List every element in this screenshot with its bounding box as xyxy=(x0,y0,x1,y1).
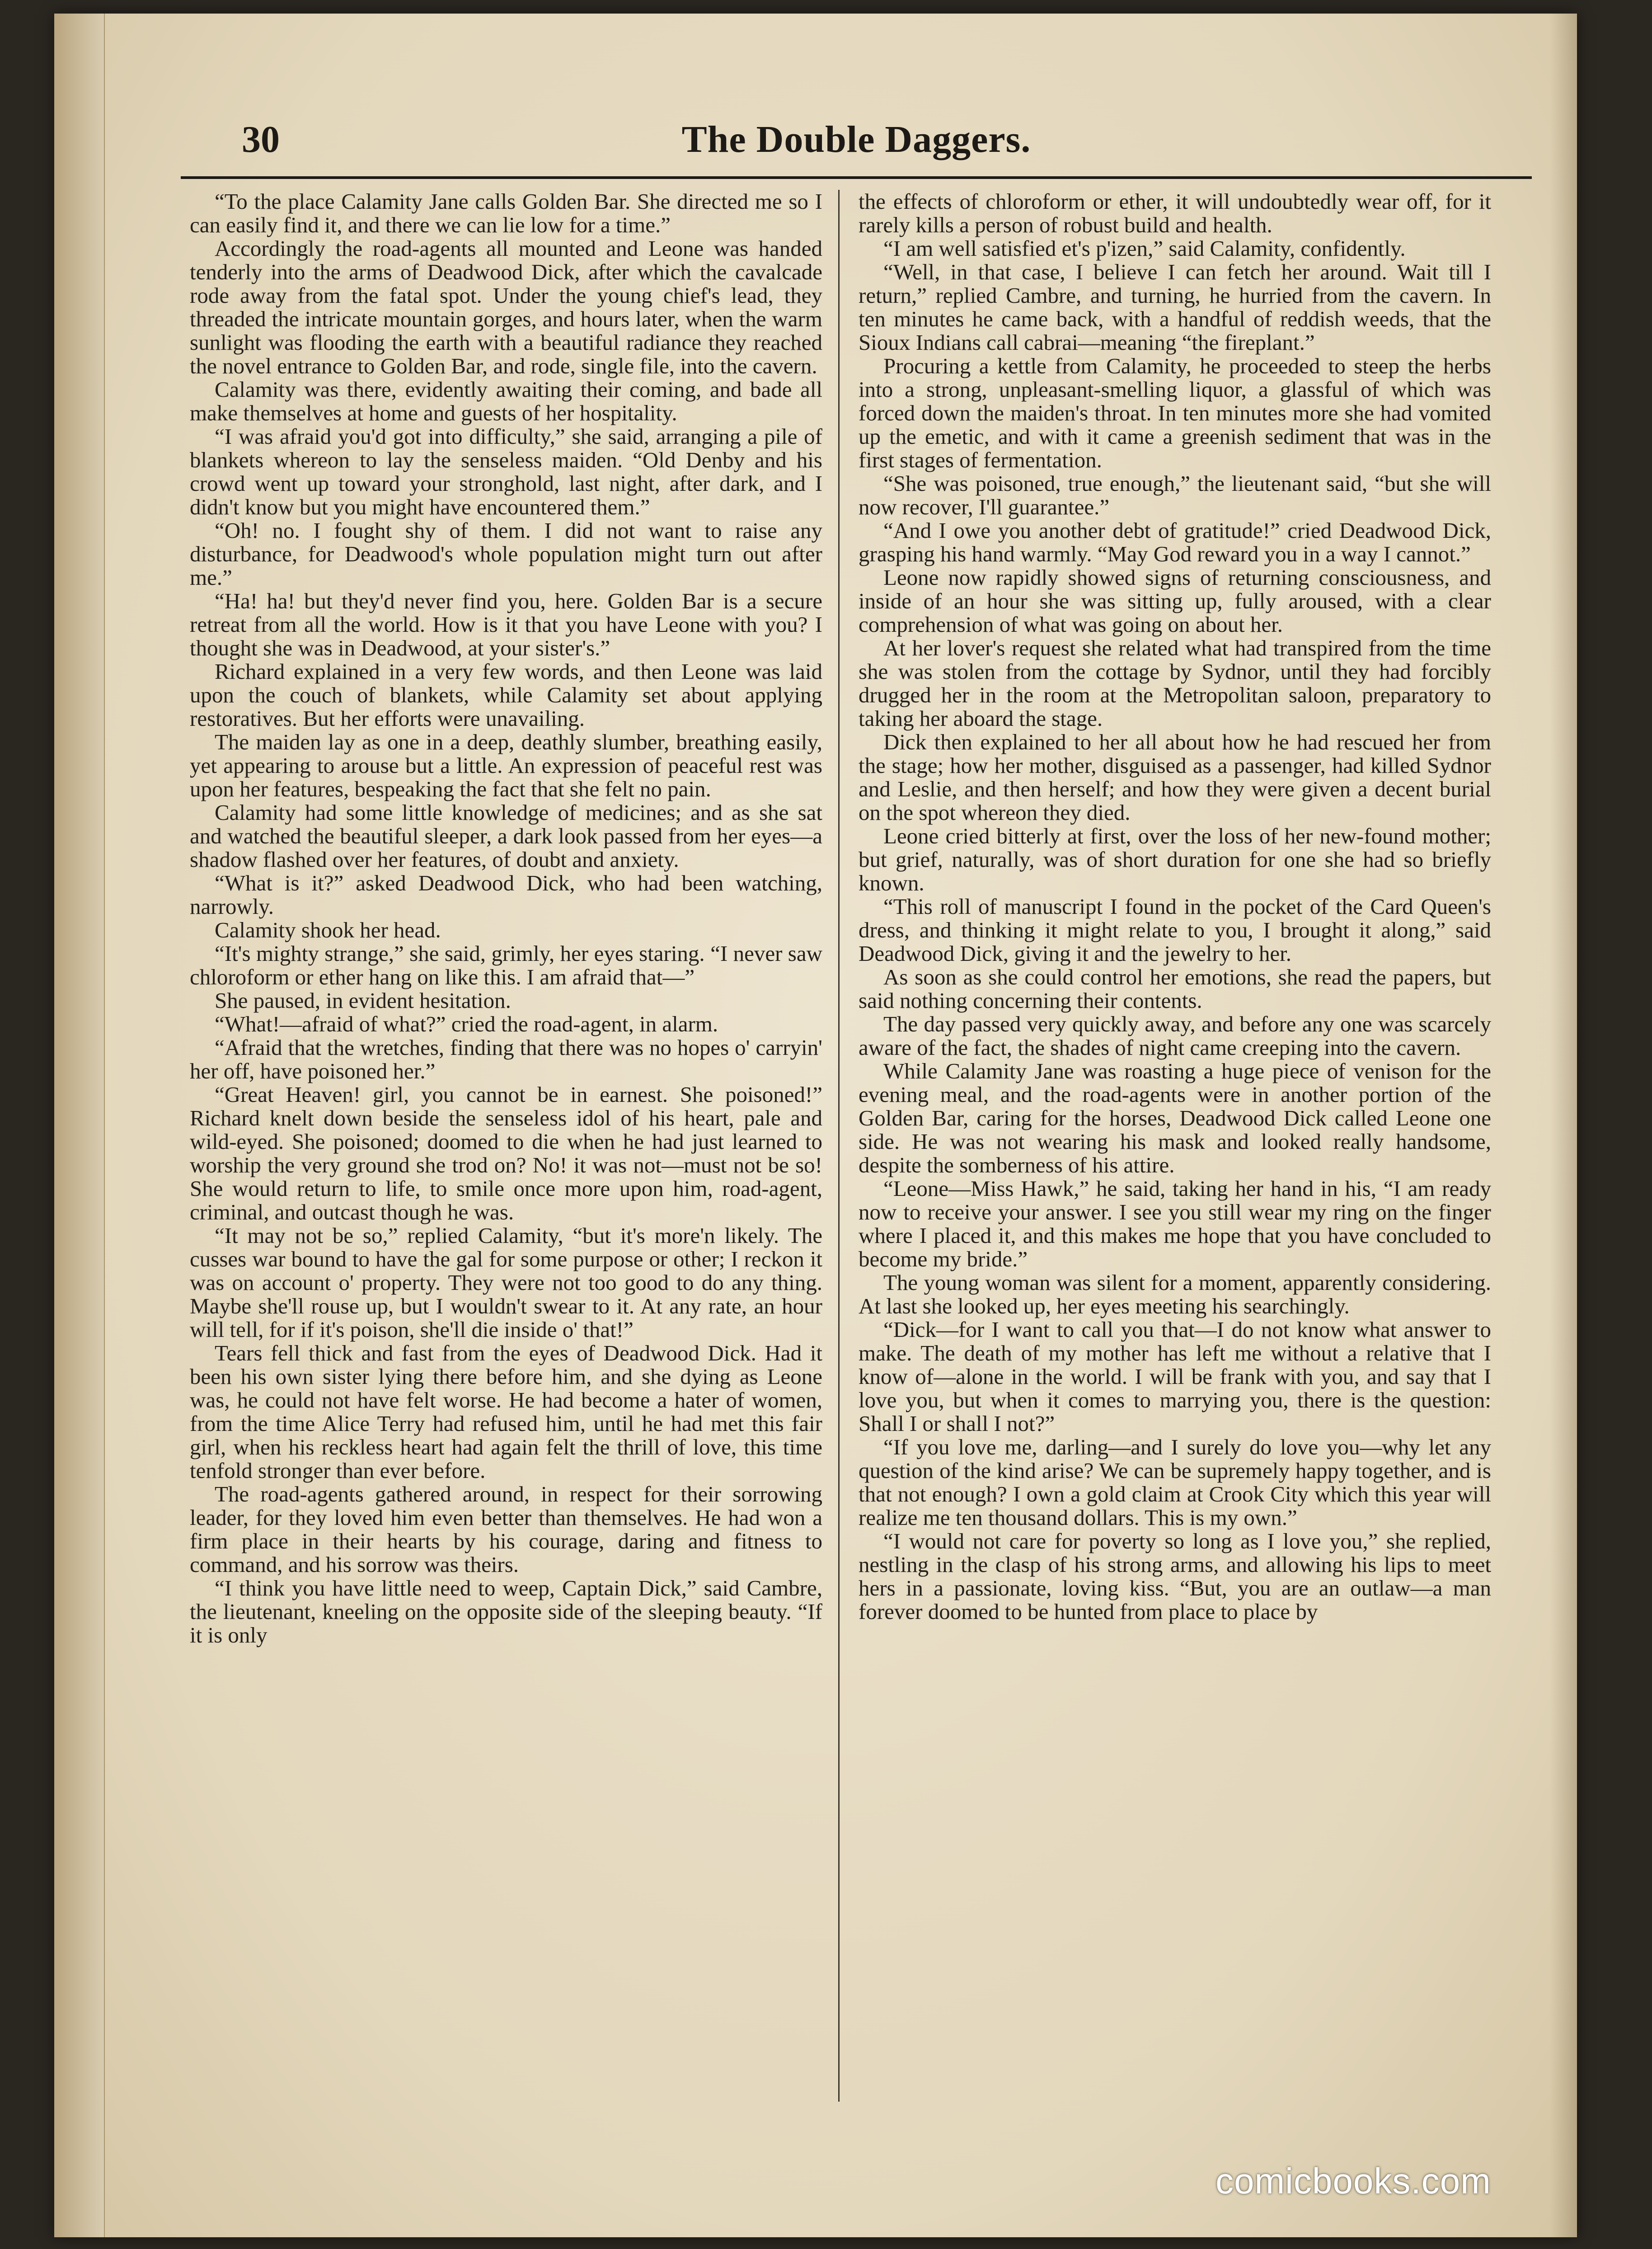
paragraph: Calamity was there, evidently awaiting their coming, and bade all make themselves at home and guests of her hospitality. xyxy=(190,377,822,425)
paragraph: “Dick—for I want to call you that—I do not know what answer to make. The death of my mother has left me without a relative that I know of—alone in the world. I will be frank with you, and say that I love you, but when it comes to marrying you, there is the question: Shall I or shall I not?” xyxy=(859,1317,1491,1436)
paragraph: “This roll of manuscript I found in the pocket of the Card Queen's dress, and thinking it might relate to you, I brought it along,” said Deadwood Dick, giving it and the jewelry to her. xyxy=(859,894,1491,966)
paragraph: “Afraid that the wretches, finding that there was no hopes o' carryin' her off, have poisoned her.” xyxy=(190,1035,822,1083)
paragraph: Tears fell thick and fast from the eyes of Deadwood Dick. Had it been his own sister lying there before him, and she dying as Leone was, he could not have felt worse. He had become a hater of women, from the time Alice Terry had refused him, until he had met this fair girl, when his reckless heart had again felt the thrill of love, this time tenfold stronger than ever before. xyxy=(190,1341,822,1483)
right-column xyxy=(859,190,1491,2111)
paragraph: The road-agents gathered around, in respect for their sorrowing leader, for they loved him even better than themselves. He had won a firm place in their hearts by his courage, daring and fitness to command, and his sorrow was theirs. xyxy=(190,1482,822,1577)
paragraph: The day passed very quickly away, and before any one was scarcely aware of the fact, the shades of night came creeping into the cavern. xyxy=(859,1012,1491,1060)
paragraph: Leone now rapidly showed signs of returning consciousness, and inside of an hour she was sitting up, fully aroused, with a clear comprehension of what was going on about her. xyxy=(859,565,1491,637)
page-spine xyxy=(54,14,105,2237)
paragraph: “I would not care for poverty so long as I love you,” she replied, nestling in the clasp of his strong arms, and allowing his lips to meet hers in a passionate, loving kiss. “But, you are an outlaw—a man forever doomed to be hunted from place to place by xyxy=(859,1529,1491,1624)
paragraph: “Well, in that case, I believe I can fetch her around. Wait till I return,” replied Cambre, and turning, he hurried from the cavern. In ten minutes he came back, with a handful of reddish weeds, that the Sioux Indians call cabrai—meaning “the fireplant.” xyxy=(859,259,1491,355)
paragraph: “What!—afraid of what?” cried the road-agent, in alarm. xyxy=(215,1012,718,1036)
paragraph: As soon as she could control her emotions, she read the papers, but said nothing concerning their contents. xyxy=(859,965,1491,1013)
paragraph: “It may not be so,” replied Calamity, “but it's more'n likely. The cusses war bound to have the gal for some purpose or other; I reckon it was on account o' property. They were not too good to do any thing. Maybe she'll rouse up, but I wouldn't swear to it. At any rate, an hour will tell, for if it's poison, she'll die inside o' that!” xyxy=(190,1223,822,1342)
paragraph: “Oh! no. I fought shy of them. I did not want to raise any disturbance, for Deadwood's whole population might turn out after me.” xyxy=(190,518,822,590)
left-column xyxy=(190,190,822,2111)
paragraph: “And I owe you another debt of gratitude!” cried Deadwood Dick, grasping his hand warmly. “May God reward you in a way I cannot.” xyxy=(859,518,1491,566)
site-watermark: comicbooks.com xyxy=(1216,2161,1491,2201)
paragraph: Richard explained in a very few words, and then Leone was laid upon the couch of blankets, while Calamity set about applying restoratives. But her efforts were unavailing. xyxy=(190,659,822,731)
paragraph: “I think you have little need to weep, Captain Dick,” said Cambre, the lieutenant, kneeling on the opposite side of the sleeping beauty. “If it is only xyxy=(190,1576,822,1647)
paragraph: the effects of chloroform or ether, it will undoubtedly wear off, for it rarely kills a person of robust build and health. xyxy=(859,190,1491,237)
paragraph: While Calamity Jane was roasting a huge piece of venison for the evening meal, and the road-agents were in another portion of the Golden Bar, caring for the horses, Deadwood Dick called Leone one side. He was not wearing his mask and looked really handsome, despite the somberness of his attire. xyxy=(859,1059,1491,1177)
page-edge xyxy=(1550,14,1577,2237)
paragraph: “To the place Calamity Jane calls Golden Bar. She directed me so I can easily find it, and there we can lie low for a time.” xyxy=(190,190,822,237)
running-title: The Double Daggers. xyxy=(681,118,1031,160)
paragraph: “She was poisoned, true enough,” the lieutenant said, “but she will now recover, I'll guarantee.” xyxy=(859,471,1491,519)
paragraph: Leone cried bitterly at first, over the loss of her new-found mother; but grief, naturally, was of short duration for one she had so briefly known. xyxy=(859,823,1491,895)
column-divider xyxy=(838,190,840,2102)
page-header xyxy=(181,118,1532,179)
page-number: 30 xyxy=(242,118,280,160)
paragraph: Procuring a kettle from Calamity, he proceeded to steep the herbs into a strong, unpleasant-smelling liquor, a glassful of which was forced down the maiden's throat. In ten minutes more she had vomited up the emetic, and with it came a greenish sediment that was in the first stages of fermentation. xyxy=(859,353,1491,472)
paragraph: Dick then explained to her all about how he had rescued her from the stage; how her mother, disguised as a passenger, had killed Sydnor and Leslie, and then herself; and how they were given a decent burial on the spot whereon they died. xyxy=(859,729,1491,825)
paragraph: “What is it?” asked Deadwood Dick, who had been watching, narrowly. xyxy=(190,870,822,919)
paragraph: “I was afraid you'd got into difficulty,” she said, arranging a pile of blankets whereon to lay the senseless maiden. “Old Denby and his crowd went up toward your stronghold, last night, after dark, and I didn't know but you might have encountered them.” xyxy=(190,424,822,519)
paragraph: Calamity had some little knowledge of medicines; and as she sat and watched the beautiful sleeper, a dark look passed from her eyes—a shadow flashed over her features, of doubt and anxiety. xyxy=(190,800,822,872)
paragraph: “It's mighty strange,” she said, grimly, her eyes staring. “I never saw chloroform or ether hang on like this. I am afraid that—” xyxy=(190,941,822,989)
paragraph: Calamity shook her head. xyxy=(215,917,441,942)
paragraph: Accordingly the road-agents all mounted and Leone was handed tenderly into the arms of Deadwood Dick, after which the cavalcade rode away from the fatal spot. Under the young chief's lead, they threaded the intricate mountain gorges, and hours later, when the warm sunlight was flooding the earth with a beautiful radiance they reached the novel entrance to Golden Bar, and rode, single file, into the cavern. xyxy=(190,236,822,378)
paragraph: “Ha! ha! but they'd never find you, here. Golden Bar is a secure retreat from all the world. How is it that you have Leone with you? I thought she was in Deadwood, at your sister's.” xyxy=(190,588,822,660)
paragraph: The maiden lay as one in a deep, deathly slumber, breathing easily, yet appearing to arouse but a little. An expression of peaceful rest was upon her features, bespeaking the fact that she felt no pain. xyxy=(190,729,822,801)
paragraph: She paused, in evident hesitation. xyxy=(215,988,511,1013)
paragraph: At her lover's request she related what had transpired from the time she was stolen from the cottage by Sydnor, until they had forcibly drugged her in the room at the Metropolitan saloon, preparatory to taking her aboard the stage. xyxy=(859,635,1491,731)
paragraph: “Leone—Miss Hawk,” he said, taking her hand in his, “I am ready now to receive your answer. I see you still wear my ring on the finger where I placed it, and this makes me hope that you have concluded to become my bride.” xyxy=(859,1176,1491,1271)
paragraph: “Great Heaven! girl, you cannot be in earnest. She poisoned!” Richard knelt down beside the senseless idol of his heart, pale and wild-eyed. She poisoned; doomed to die when he had just learned to worship the very ground she trod on? No! it was not—must not be so! She would return to life, to smile once more upon him, road-agent, criminal, and outcast though he was. xyxy=(190,1082,822,1224)
paragraph: The young woman was silent for a moment, apparently considering. At last she looked up, her eyes meeting his searchingly. xyxy=(859,1270,1491,1318)
paragraph: “If you love me, darling—and I surely do love you—why let any question of the kind arise? We can be supremely happy together, and is that not enough? I own a gold claim at Crook City which this year will realize me ten thousand dollars. This is my own.” xyxy=(859,1435,1491,1530)
paragraph: “I am well satisfied et's p'izen,” said Calamity, confidently. xyxy=(883,236,1406,261)
